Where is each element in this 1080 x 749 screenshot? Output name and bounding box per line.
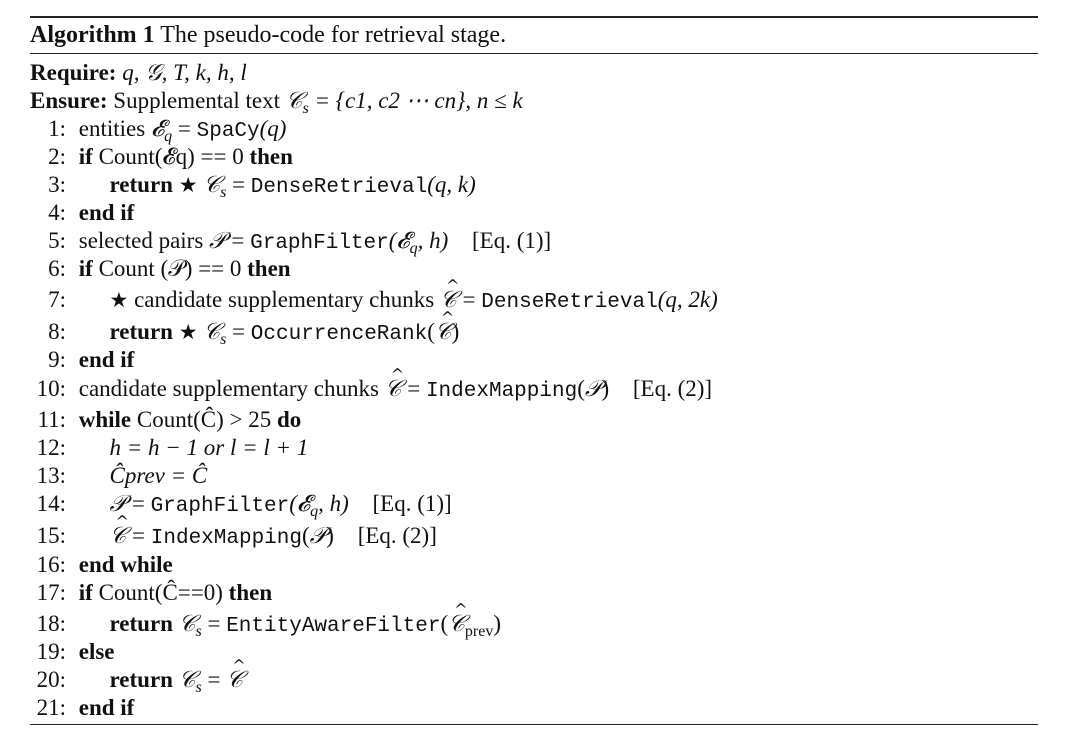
func-name: IndexMapping [425,380,578,403]
line-number: 15: [36,523,66,548]
line-number: 13: [36,463,66,488]
require-keyword: Require: [30,60,117,85]
func-name: IndexMapping [150,527,302,550]
algorithm-label: Algorithm 1 [30,22,155,48]
star-icon: ★ [178,320,198,344]
algo-line-20: 20: return 𝒞$_s$ = ^ 𝒞 [30,666,243,694]
bottom-rule [30,724,1038,725]
algorithm-caption: The pseudo-code for retrieval stage. [160,22,507,48]
line-text: Count(Ĉ) > 25 [136,407,272,432]
keyword-do: do [277,407,302,432]
func-name: OccurrenceRank [250,323,428,346]
line-number: 19: [36,639,66,664]
require-line [30,59,247,87]
line-number: 4: [48,200,66,225]
keyword-end-if: end if [78,200,135,225]
algo-line-9 [30,346,134,374]
line-number: 2: [48,144,66,169]
keyword-if: if [78,256,93,281]
func-name: SpaCy [196,120,260,143]
line-text: selected pairs [78,228,204,253]
ensure-line: Ensure: Supplemental text 𝒞$_s$ = {c1, c2 ⋯ cn}, n ≤ k [30,88,523,117]
keyword-then: then [228,580,273,605]
line-text: Count (𝒫) == 0 [98,256,242,281]
header-rule [30,53,1038,54]
line-text: Count(𝓔q) == 0 [98,144,244,169]
line-text: entities [78,116,146,141]
algo-line-14: 14: 𝒫 = GraphFilter(𝓔$_q$, h) [Eq. (1)] [30,490,452,518]
line-number: 5: [48,228,66,253]
line-text: Count(Ĉ==0) [98,580,223,605]
equation-ref: [Eq. (2)] [357,523,437,548]
func-name: GraphFilter [250,232,389,255]
algo-line-1: 1: entities 𝓔$_q$ = SpaCy(q) [30,115,286,143]
func-args: (q, k) [427,172,476,197]
algo-line-19 [30,638,115,666]
line-text: candidate supplementary chunks [134,287,435,312]
keyword-end-if: end if [78,695,135,720]
keyword-end-while: end while [78,552,173,577]
require-args: q, 𝒢, T, k, h, l [122,60,247,85]
line-number: 8: [48,319,66,344]
algo-line-15: 15: ^ 𝒞 = IndexMapping(𝒫) [Eq. (2)] [30,522,437,550]
line-number: 3: [48,172,66,197]
line-number: 14: [36,491,66,516]
algo-line-3: 3: return ★ 𝒞$_s$ = DenseRetrieval(q, k) [30,171,476,199]
line-number: 7: [48,287,66,312]
keyword-return: return [109,319,173,344]
line-text: candidate supplementary chunks [78,376,379,401]
keyword-return: return [109,667,173,692]
algo-line-4 [30,199,134,227]
algo-line-8: 8: return ★ 𝒞$_s$ = OccurrenceRank(^ 𝒞) [30,318,459,346]
keyword-return: return [109,172,173,197]
star-icon: ★ [178,173,198,197]
algo-line-6 [30,255,291,283]
keyword-if: if [78,580,93,605]
line-number: 20: [36,667,66,692]
algo-line-12 [30,434,308,462]
equation-ref: [Eq. (2)] [632,376,713,401]
algo-line-2 [30,143,293,171]
keyword-then: then [247,256,291,281]
line-number: 18: [36,611,66,636]
func-name: DenseRetrieval [250,176,428,199]
line-number: 11: [37,407,66,432]
ensure-keyword: Ensure: [30,88,108,113]
line-number: 6: [48,256,66,281]
line-number: 17: [36,580,66,605]
ensure-math: = {c1, c2 ⋯ cn}, n ≤ k [314,88,523,113]
func-name: GraphFilter [150,495,290,518]
keyword-while: while [78,407,132,432]
keyword-end-if: end if [78,347,135,372]
func-args: (q, 2k) [657,287,718,312]
algo-line-21 [30,694,134,722]
top-rule [30,16,1038,18]
line-number: 16: [36,552,66,577]
line-number: 21: [36,695,66,720]
line-number: 1: [48,116,66,141]
ensure-text: Supplemental text [113,88,281,113]
algo-line-7: 7: ★ candidate supplementary chunks ^ 𝒞 = DenseRetrieval(q, 2k) [30,286,718,314]
line-text: h = h − 1 or l = l + 1 [109,435,309,460]
line-number: 10: [36,376,66,401]
keyword-else: else [78,639,115,664]
keyword-return: return [109,611,173,636]
star-icon: ★ [109,288,129,312]
algo-line-18: 18: return 𝒞$_s$ = EntityAwareFilter(^ 𝒞$_{prev}$) [30,610,501,638]
algo-line-5: 5: selected pairs 𝒫 = GraphFilter(𝓔$_q$, h) [Eq. (1)] [30,227,551,255]
keyword-if: if [78,144,93,169]
equation-ref: [Eq. (1)] [472,228,552,253]
line-number: 9: [48,347,66,372]
algo-line-13 [30,462,207,490]
algo-line-16 [30,551,173,579]
algorithm-title [30,20,506,50]
algo-line-17 [30,579,272,607]
algo-line-10: 10: candidate supplementary chunks ^ 𝒞 = IndexMapping(𝒫) [Eq. (2)] [30,375,712,403]
keyword-then: then [249,144,293,169]
equation-ref: [Eq. (1)] [372,491,452,516]
func-name: EntityAwareFilter [226,615,441,638]
line-text: Ĉprev = Ĉ [109,463,208,488]
func-name: DenseRetrieval [481,291,658,314]
line-number: 12: [36,435,66,460]
algo-line-11 [30,406,301,434]
